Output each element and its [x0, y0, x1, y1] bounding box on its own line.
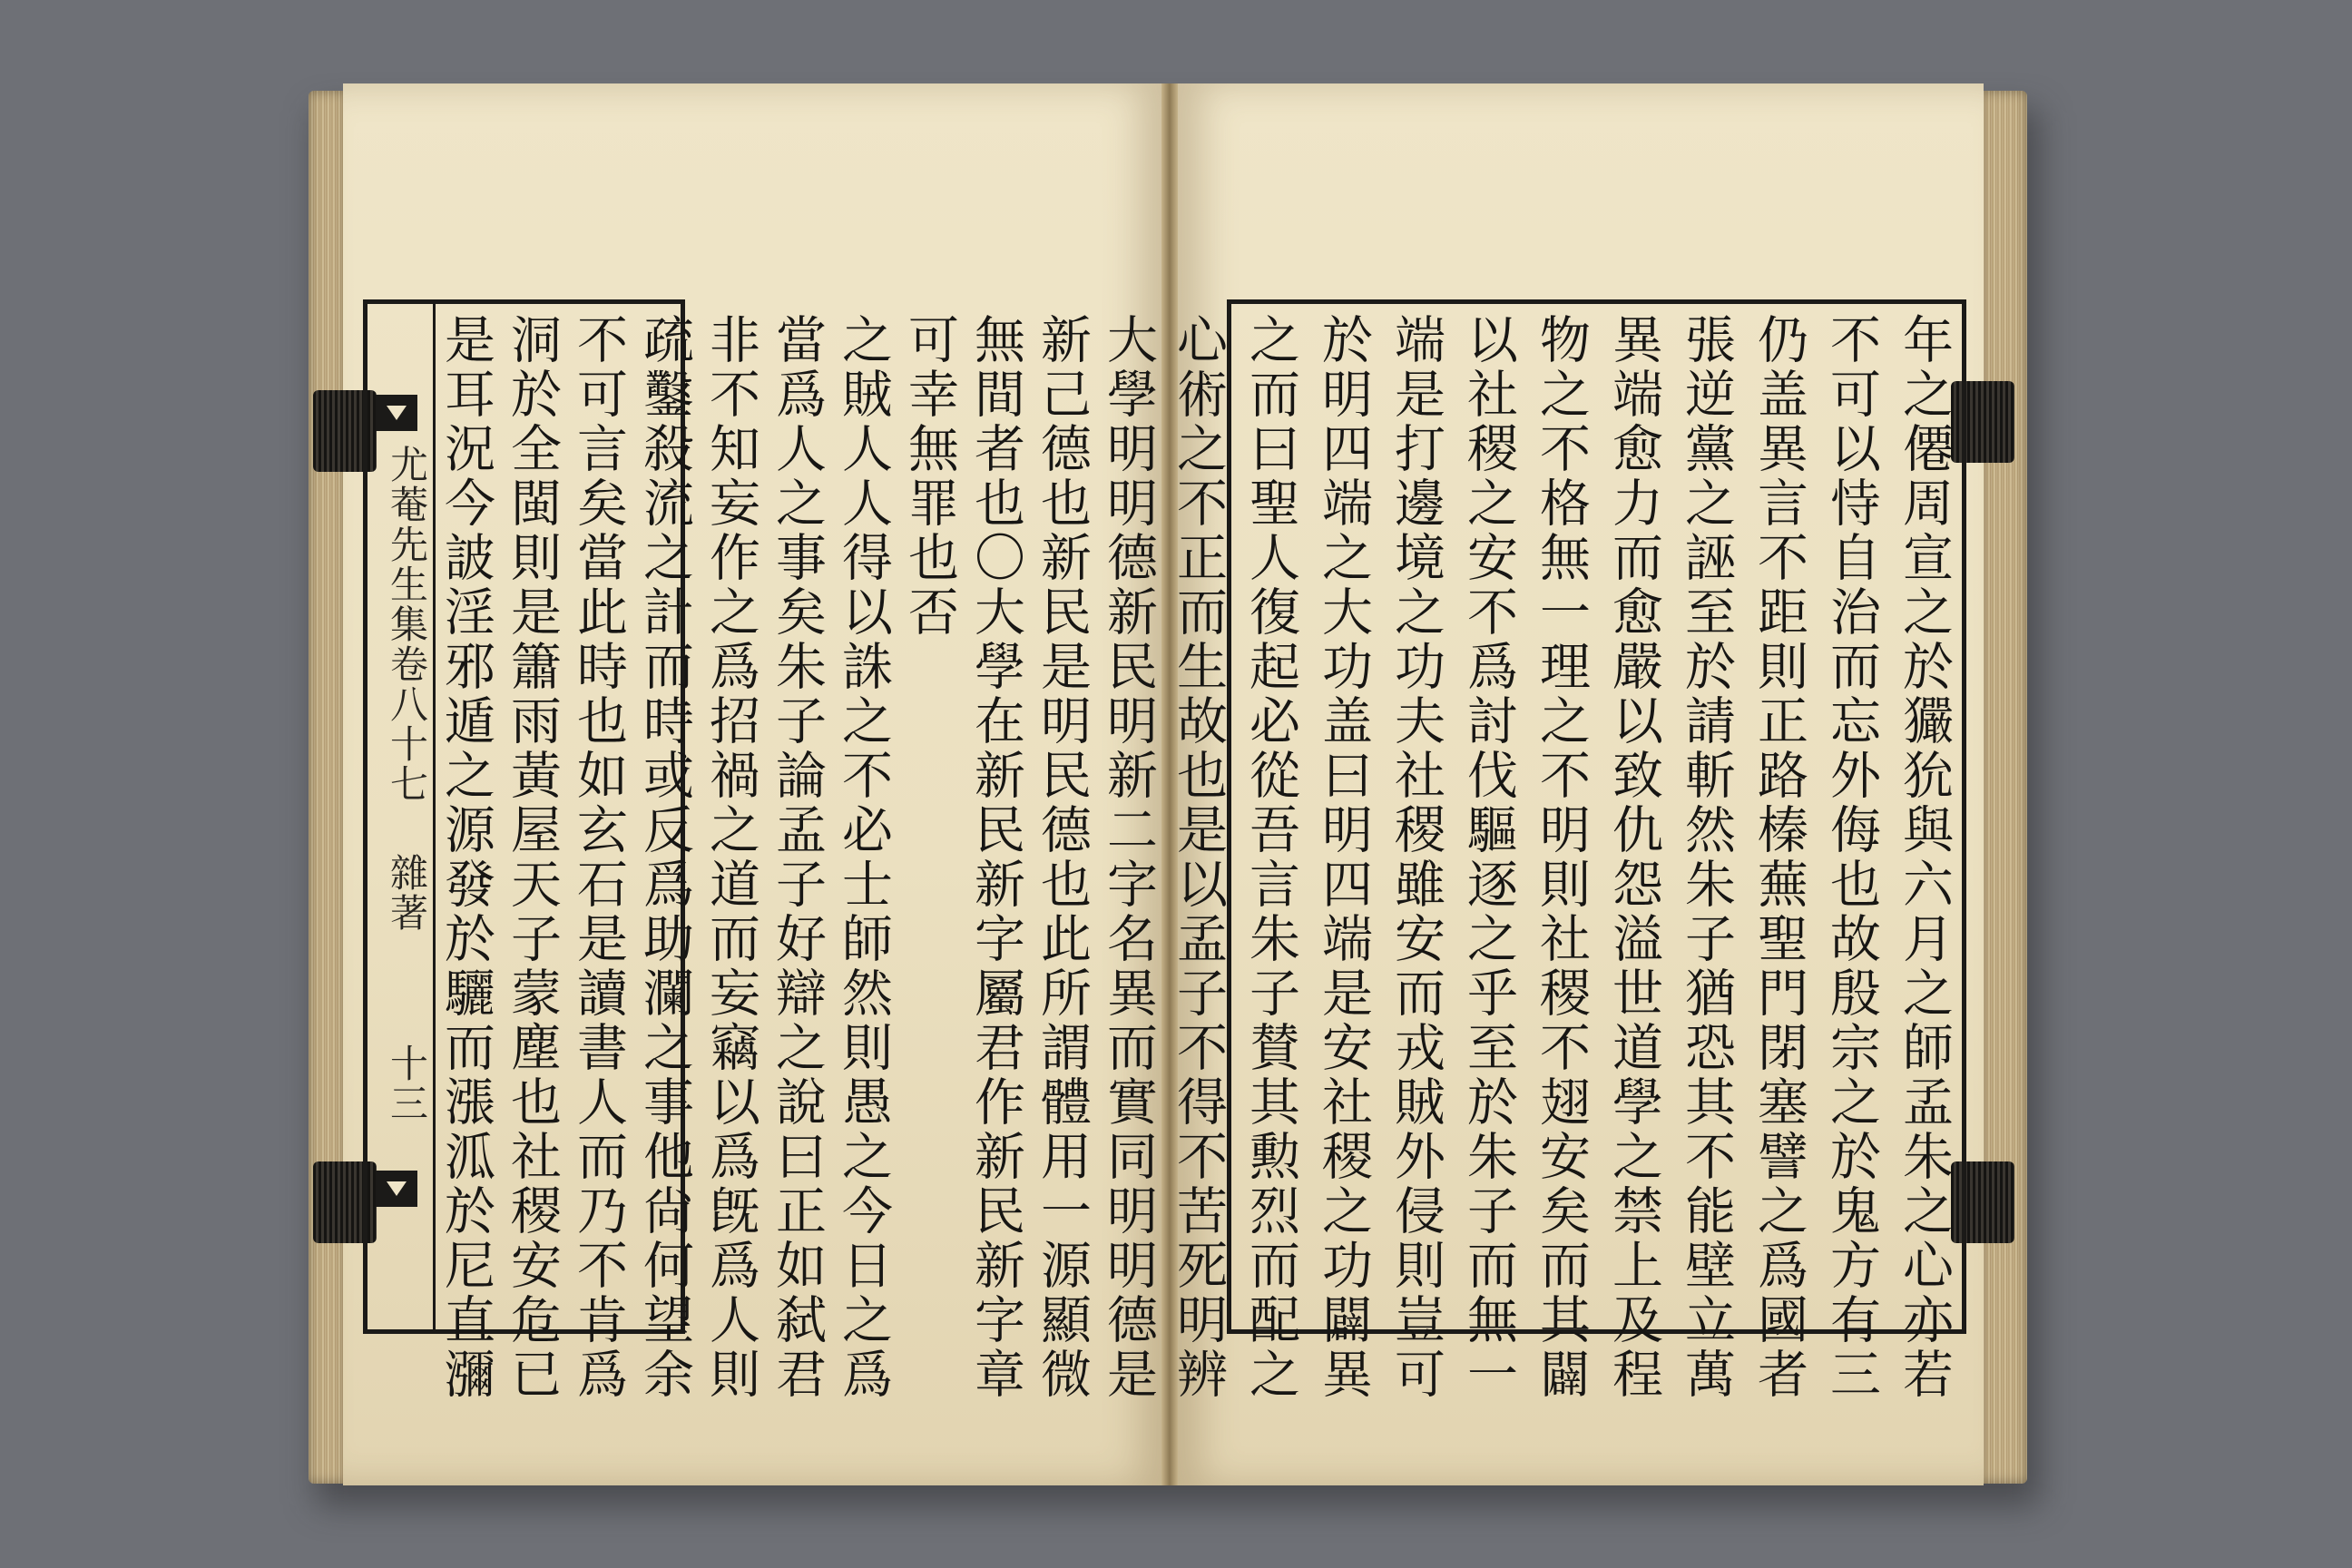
left-page-text: 大學明明德新民明新二字名異而實同明明德是 新己德也新民是明民德也此所謂體用一源顯微 無間者也〇大學在新民新字屬君作新民新字章 可幸無罪也否 之賊人人得以誅之不必士師然則愚之今日之爲 當爲人之事矣朱子論孟子好辯之說曰正如弑君 非不知妄作之爲招禍之道而妄竊以爲旣爲人則 疏鑿殺流之計而時或反爲助瀾之事他尙何望余 不可言矣當此時也如玄石是讀書人而乃不肯爲 洞於全閩則是簫雨黃屋天子蒙塵也社稷安危已 是耳況今詖淫邪遁之源發於驪而漲泒於尼直瀰	[436, 313, 1158, 1402]
fish-tail-ornament-bottom-icon	[376, 1171, 417, 1207]
book-title: 尤菴先生集卷八十七	[385, 445, 429, 804]
left-page-edges	[309, 91, 347, 1484]
right-page-edges	[1980, 91, 2027, 1484]
page-center-margin	[363, 299, 436, 1334]
section-title: 雜著	[385, 853, 429, 933]
page-number: 十三	[385, 1044, 429, 1123]
right-page-text: 年之僊周宣之於玁狁與六月之師孟朱之心亦若 不可以恃自治而忘外侮也故殷宗之於鬼方有三 仍盖異言不距則正路榛蕪聖門閉塞譬之爲國者 張逆黨之誣至於請斬然朱子猶恐其不能壁立萬 異端愈力而愈嚴以致仇怨溢世道學之禁上及程 物之不格無一理之不明則社稷不翅安矣而其闢 以社稷之安不爲討伐驅逐之乎至於朱子而無一 端是打邊境之功夫社稷雖安而戎賊外侵則豈可 於明四端之大功盖曰明四端是安社稷之功闢異 之而曰聖人復起必從吾言朱子賛其勲烈而配之 心術之不正而生故也是以孟子不得不苦死明辨	[1169, 313, 1954, 1402]
fish-tail-ornament-top-icon	[376, 395, 417, 431]
